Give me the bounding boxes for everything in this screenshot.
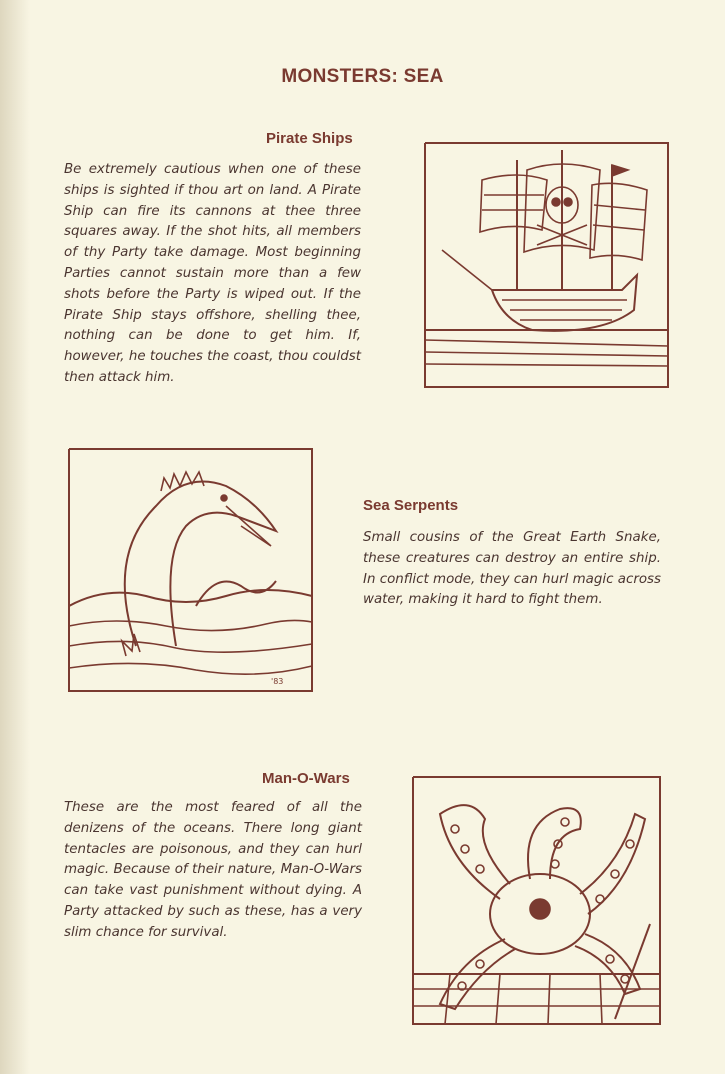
section-body-man-o-wars: These are the most feared of all the denizens of the oceans. There long giant tentacles are poisonous, and they can hurl magic. Because of their nature, Man-O-Wars can take vast punishment without dying. A Party attacked by such as these, has a very slim chance for survival. [64,800,362,940]
section-heading-sea-serpents: Sea Serpents [363,497,459,514]
pirate-ship-icon [422,140,672,390]
section-body-sea-serpents: Small cousins of the Great Earth Snake, these creatures can destroy an entire ship. In conflict mode, they can hurl magic across water, making it hard to fight them. [363,530,661,608]
section-body-pirate-ships: Be extremely cautious when one of these ships is sighted if thou art on land. A Pirate Ship can fire its cannons at thee three squares away. If the shot hits, all members of thy Party take damage. Most beginning Parties cannot sustain more than a few shots before the Party is wiped out. If the Pirate Ship stays offshore, shelling thee, nothing can be done to get him. If, however, he touches the coast, thou couldst then attack him. [64,162,361,385]
sea-serpent-icon [66,446,316,694]
section-heading-man-o-wars: Man-O-Wars [262,770,350,787]
page-title: MONSTERS: SEA [281,66,444,87]
page-gutter-shadow [0,0,30,1074]
svg-text:'83: '83 [271,677,284,686]
man-o-war-icon [410,774,664,1028]
section-heading-pirate-ships: Pirate Ships [266,130,353,147]
